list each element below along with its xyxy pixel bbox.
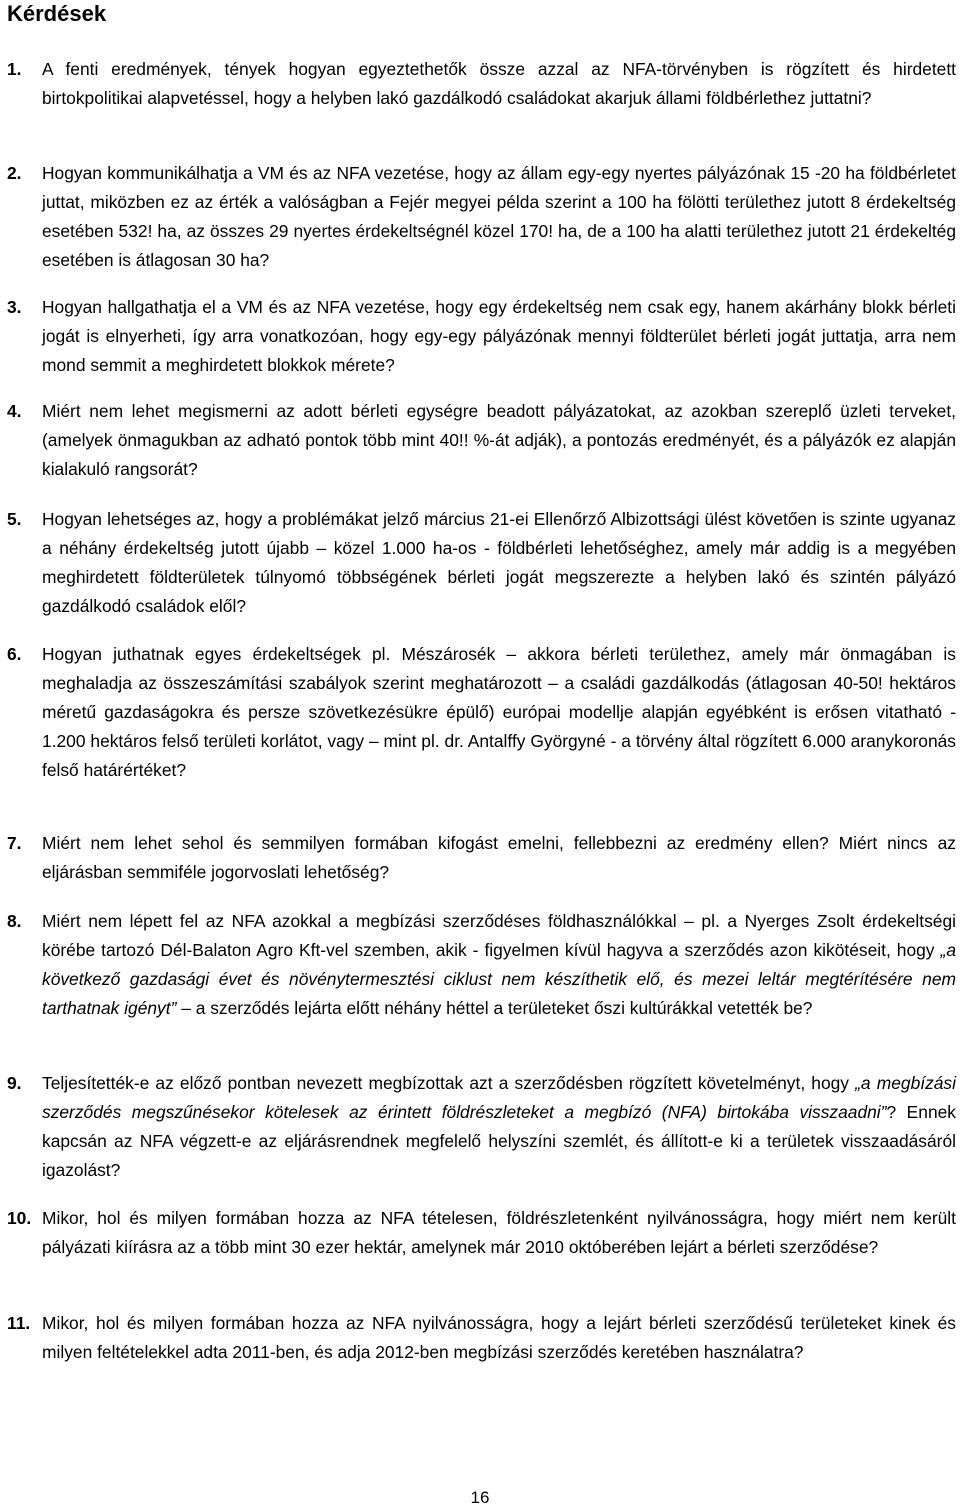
question-text — [42, 829, 956, 887]
question-text-part: Hogyan lehetséges az, hogy a problémákat jelző március 21-ei Ellenőrző Albizottsági ülést követően is szinte ugyanaz a néhány érdekeltség jutott újabb – közel 1.000 ha-os - földbérleti lehetőséghez, amely már addig is a megyében meghirdetett földterületek túlnyomó többségének bérleti jogát megszerezte a helyben lakó és szintén pályázó gazdálkodó családok elől? — [42, 509, 956, 616]
question-text-part: Hogyan juthatnak egyes érdekeltségek pl. Mészárosék – akkora bérleti területhez, amely már önmagában is meghaladja az összeszámítási szabályok szerint meghatározott – a családi gazdálkodás (átlagosan 40-50! hektáros méretű gazdaságokra és persze szövetkezésükre épülő) európai modellje alapján egyébként is erősen vitatható - 1.200 hektáros felső területi korlátot, vagy – mint pl. dr. Antalffy Györgyné - a törvény által rögzített 6.000 aranykoronás felső határértéket? — [42, 644, 956, 780]
question-7 — [0, 829, 956, 887]
question-text-part: A fenti eredmények, tények hogyan egyeztethetők össze azzal az NFA-törvényben is rögzített és hirdetett birtokpolitikai alapvetéssel, hogy a helyben lakó gazdálkodó családokat akarjuk állami földbérlethez juttatni? — [42, 59, 956, 108]
question-text-part: Miért nem lépett fel az NFA azokkal a megbízási szerződéses földhasználókkal – pl. a Nyerges Zsolt érdekeltségi körébe tartozó Dél-Balaton Agro Kft-vel szemben, akik - figyelmen kívül hagyva a szerződés azon kikötéseit, hogy — [42, 911, 956, 960]
question-text-part: Hogyan hallgathatja el a VM és az NFA vezetése, hogy egy érdekeltség nem csak egy, hanem akárhány blokk bérleti jogát is elnyerheti, így arra vonatkozóan, hogy egy-egy pályázónak mennyi földterület bérleti jogát juttatja, arra nem mond semmit a meghirdetett blokkok mérete? — [42, 297, 956, 375]
question-number: 7. — [7, 833, 22, 853]
question-6 — [0, 640, 956, 785]
quoted-clause: „a megbízási szerződés megszűnésekor kötelesek az érintett földrészleteket a megbízó (NFA) birtokába visszaadni” — [42, 1073, 956, 1122]
question-5 — [0, 505, 956, 621]
question-number: 4. — [7, 401, 22, 421]
question-text-part: Mikor, hol és milyen formában hozza az NFA nyilvánosságra, hogy a lejárt bérleti szerződésű területeket kinek és milyen feltételekkel adta 2011-ben, és adja 2012-ben megbízási szerződés keretében használatra? — [42, 1313, 956, 1362]
question-number: 6. — [7, 644, 22, 664]
question-number: 9. — [7, 1073, 22, 1093]
question-number: 10. — [7, 1208, 32, 1228]
question-text-part: Mikor, hol és milyen formában hozza az NFA tételesen, földrészletenként nyilvánosságra, hogy miért nem került pályázati kiírásra az a több mint 30 ezer hektár, amelynek már 2010 októberében lejárt a bérleti szerződése? — [42, 1208, 956, 1257]
question-text — [42, 293, 956, 380]
question-text — [42, 55, 956, 113]
question-4 — [0, 397, 956, 484]
question-number: 2. — [7, 163, 22, 183]
question-text — [42, 1204, 956, 1262]
question-text — [42, 505, 956, 621]
question-text — [42, 907, 956, 1023]
question-number: 3. — [7, 297, 22, 317]
question-text-part: Teljesítették-e az előző pontban nevezett megbízottak azt a szerződésben rögzített követelményt, hogy — [42, 1073, 856, 1093]
question-text-part: Hogyan kommunikálhatja a VM és az NFA vezetése, hogy az állam egy-egy nyertes pályázónak 15 -20 ha földbérletet juttat, miközben ez az érték a valóságban a Fejér megyei példa szerint a 100 ha fölötti területhez jutott 8 érdekeltség esetében 532! ha, az összes 29 nyertes érdekeltségnél közel 170! ha, de a 100 ha alatti területhez jutott 21 érdekeltég esetében is átlagosan 30 ha? — [42, 163, 956, 270]
question-number: 11. — [7, 1313, 31, 1333]
question-text-part: Miért nem lehet sehol és semmilyen formában kifogást emelni, fellebbezni az eredmény ellen? Miért nincs az eljárásban semmiféle jogorvoslati lehetőség? — [42, 833, 956, 882]
question-text — [42, 640, 956, 785]
question-3 — [0, 293, 956, 380]
question-2 — [0, 159, 956, 275]
question-text-part: Miért nem lehet megismerni az adott bérleti egységre beadott pályázatokat, az azokban szereplő üzleti terveket, (amelyek önmagukban az adható pontok több mint 40!! %-át adják), a pontozás eredményét, és a pályázók ez alapján kialakuló rangsorát? — [42, 401, 956, 479]
question-text — [42, 1309, 956, 1367]
quoted-clause: „a következő gazdasági évet és növénytermesztési ciklust nem készíthetik elő, és mezei leltár megtérítésére nem tarthatnak igényt” — [42, 940, 956, 1018]
question-1 — [0, 55, 956, 113]
question-11 — [0, 1309, 956, 1367]
page-heading: Kérdések — [7, 1, 107, 26]
question-text — [42, 159, 956, 275]
question-text-part: – a szerződés lejárta előtt néhány héttel a területeket őszi kultúrákkal vetették be? — [176, 998, 813, 1018]
question-text — [42, 397, 956, 484]
question-10 — [0, 1204, 956, 1262]
question-text-part: ? Ennek kapcsán az NFA végzett-e az eljárásrendnek megfelelő helyszíni szemlét, és állított-e ki a területek visszaadásáról igazolást? — [42, 1102, 956, 1180]
question-9 — [0, 1069, 956, 1185]
question-8 — [0, 907, 956, 1023]
page-number: 16 — [470, 1488, 490, 1507]
question-number: 8. — [7, 911, 22, 931]
question-text — [42, 1069, 956, 1185]
question-number: 1. — [7, 59, 22, 79]
question-number: 5. — [7, 509, 22, 529]
